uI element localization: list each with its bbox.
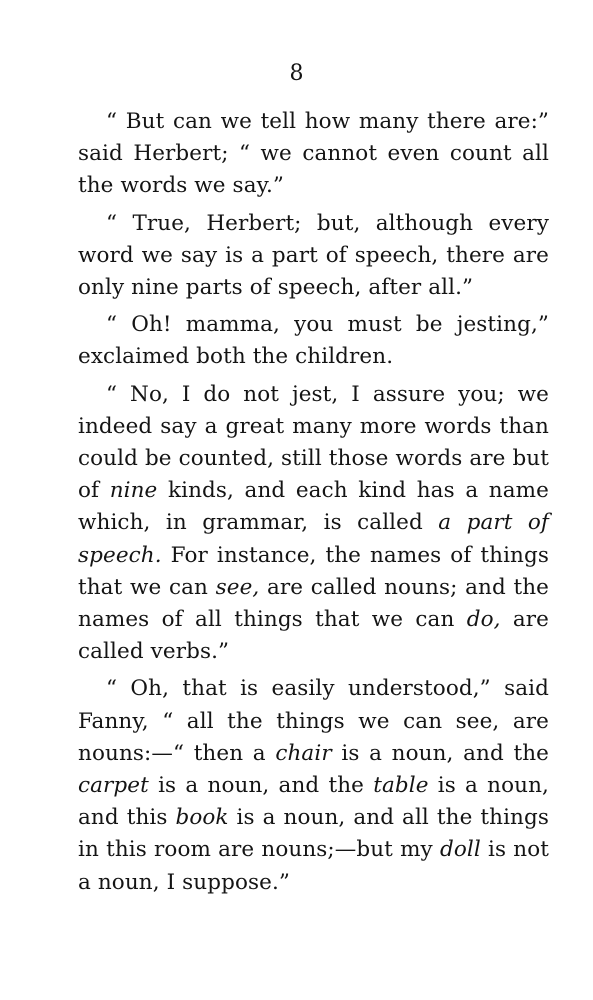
text-run: which, in grammar, is called (78, 510, 439, 536)
text-line (78, 475, 549, 507)
text-run: in this room are nouns;—but my (78, 837, 440, 863)
text-line: indeed say a great many more words than (78, 413, 549, 439)
text-line: a noun, I suppose.” (78, 869, 290, 895)
italic-word: speech. (78, 542, 162, 568)
text-line (78, 540, 549, 572)
text-line: “ No, I do not jest, I assure you; we (106, 381, 549, 407)
text-line (78, 572, 549, 604)
text-run: For instance, the names of things (161, 542, 549, 568)
text-run: is a noun, (428, 773, 549, 799)
text-line (78, 770, 549, 802)
text-line: “ Oh, that is easily understood,” said (106, 676, 549, 702)
text-run: are (500, 607, 549, 633)
text-run: names of all things that we can (78, 607, 467, 633)
text-line: exclaimed both the children. (78, 344, 394, 370)
text-line: “ But can we tell how many there are:” (106, 109, 549, 134)
italic-phrase: a part of (438, 510, 549, 536)
text-line: could be counted, still those words are but (78, 446, 549, 472)
italic-word: do, (466, 607, 501, 633)
page-body-text (78, 106, 549, 899)
text-run: is a noun, and the (148, 773, 374, 799)
text-line: word we say is a part of speech, there are (78, 242, 549, 268)
text-line: Fanny, “ all the things we can see, are (78, 708, 549, 734)
text-line: said Herbert; “ we cannot even count all (78, 141, 549, 167)
text-line: only nine parts of speech, after all.” (78, 275, 474, 301)
italic-word: nine (109, 478, 158, 504)
italic-word: see, (215, 574, 260, 600)
italic-word: chair (275, 740, 332, 766)
text-line (78, 738, 549, 770)
text-run: is not (480, 837, 549, 863)
text-run: kinds, and each kind has a name (157, 478, 549, 504)
text-line: “ Oh! mamma, you must be jesting,” (106, 312, 549, 338)
italic-word: table (373, 773, 429, 799)
text-line (78, 834, 549, 866)
text-line (78, 604, 549, 636)
text-run: nouns:—“ then a (78, 740, 276, 766)
text-run: of (78, 478, 110, 504)
text-line: “ True, Herbert; but, although every (106, 210, 549, 236)
text-run: and this (78, 805, 176, 831)
text-run: is a noun, and the (331, 740, 549, 766)
text-line (78, 802, 549, 834)
text-run: that we can (78, 574, 216, 600)
italic-word: book (175, 805, 229, 831)
text-line: called verbs.” (78, 639, 230, 665)
text-line (78, 507, 549, 539)
page-number: 8 (289, 61, 304, 86)
text-run: are called nouns; and the (259, 574, 549, 600)
italic-word: doll (439, 837, 481, 863)
italic-word: carpet (78, 773, 149, 799)
text-run: is a noun, and all the things (228, 805, 549, 831)
text-line: the words we say.” (78, 173, 285, 199)
